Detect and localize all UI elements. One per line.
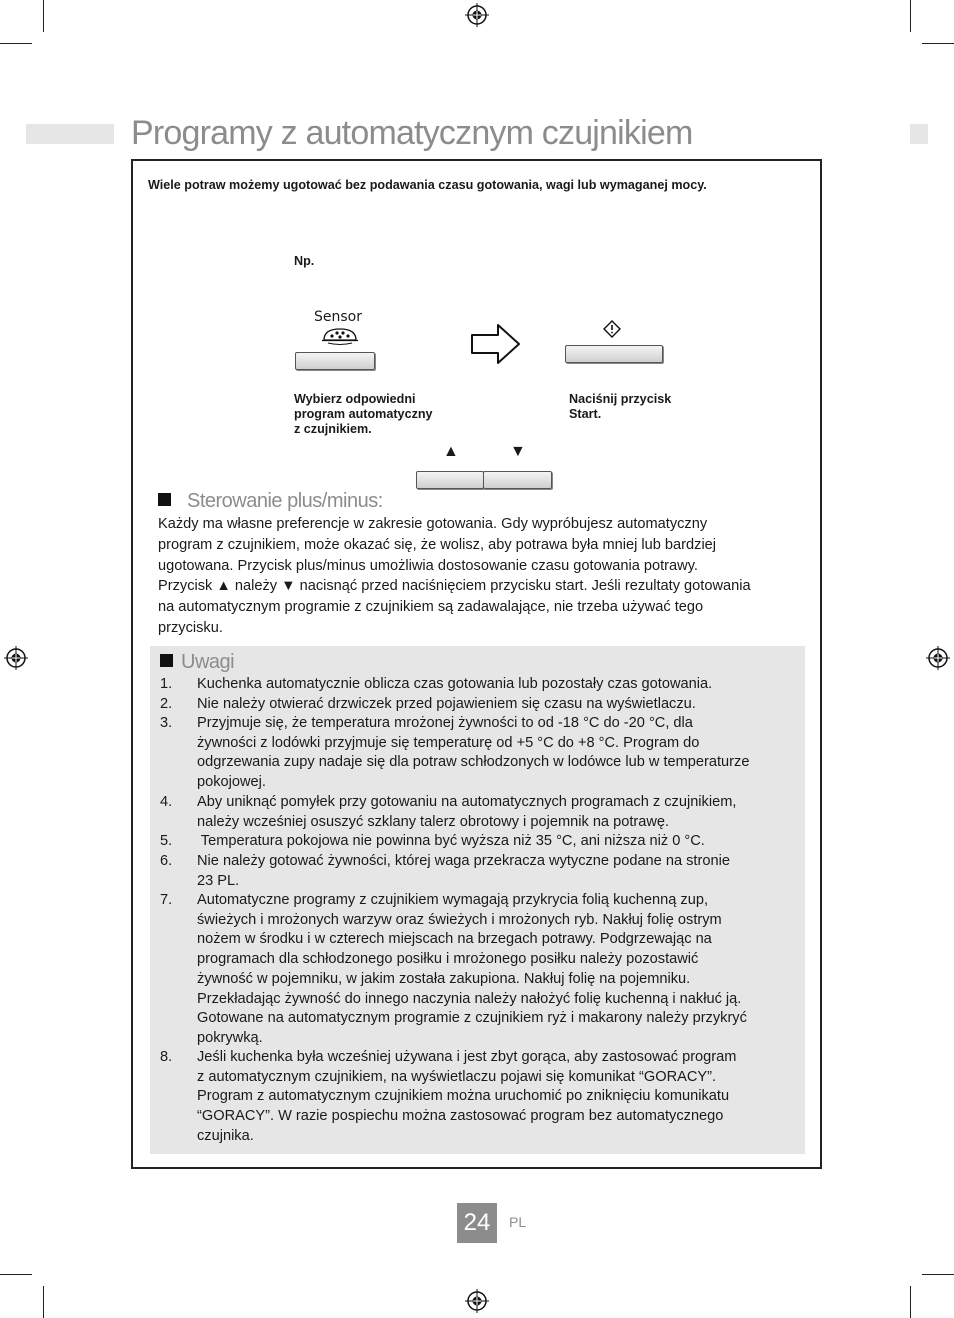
paragraph-line: program z czujnikiem, może okazać się, że wolisz, aby potrawa była mniej lub bardziej	[158, 536, 717, 553]
note-text	[197, 891, 807, 1049]
crop-mark	[0, 1274, 32, 1275]
note-line: czujnika.	[197, 1127, 254, 1144]
note-line: pokrywką.	[197, 1029, 263, 1046]
note-line: nożem w środku i w czterech miejscach na brzegach potrawy. Podgrzewając na	[197, 931, 712, 948]
note-line: Przekładając żywność do innego naczynia należy nałożyć folię kuchenną i nakłuć ją.	[197, 990, 742, 1007]
note-line: Program z automatycznym czujnikiem można uruchomić po zniknięciu komunikatu	[197, 1088, 730, 1105]
example-label: Np.	[294, 254, 315, 268]
note-line: “GORACY”. W razie pospiechu można zastosować program bez automatycznego	[197, 1108, 724, 1125]
step1-caption	[294, 392, 433, 437]
note-line: 23 PL.	[197, 872, 240, 889]
note-line: świeżych i mrożonych warzyw oraz świeżych i mrożonych ryb. Nakłuj folię ostrym	[197, 911, 722, 928]
paragraph-line: na automatycznym programie z czujnikiem są zadawalające, nie trzeba używać tego	[158, 599, 704, 616]
note-number: 5.	[160, 833, 173, 849]
note-line: należy wcześniej osuszyć szklany talerz obrotowy i pojemnik na potrawę.	[197, 813, 670, 830]
note-text	[197, 695, 807, 715]
crop-mark	[922, 1274, 954, 1275]
caption-line: Start.	[569, 407, 602, 421]
note-line: żywność w pojemniku, w jakim została zakupiona. Nakłuj folię na pojemniku.	[197, 970, 691, 987]
note-line: Nie należy gotować żywności, której waga przekracza wytyczne podane na stronie	[197, 853, 730, 869]
caption-line: Wybierz odpowiedni	[294, 392, 416, 406]
caption-line: z czujnikiem.	[294, 422, 372, 436]
crop-mark	[43, 0, 44, 32]
note-text	[197, 852, 807, 891]
note-text	[197, 714, 807, 793]
sensor-label: Sensor	[314, 309, 362, 325]
note-line: żywności z lodówki przyjmuje się temperaturę od +5 °C do +8 °C. Program do	[197, 734, 700, 751]
notes-heading	[160, 651, 234, 674]
note-line: odgrzewania zupy nadaje się dla potraw schłodzonych w lodówce lub w temperaturze	[197, 754, 750, 771]
note-line: Nie należy otwierać drzwiczek przed pojawieniem się czasu na wyświetlaczu.	[197, 696, 696, 712]
registration-mark-icon	[465, 3, 489, 27]
start-diamond-icon	[603, 320, 621, 338]
registration-mark-icon	[926, 646, 950, 670]
notes-heading-text: Uwagi	[181, 651, 235, 673]
bullet-square	[160, 654, 173, 667]
note-line: Temperatura pokojowa nie powinna być wyższa niż 35 °C, ani niższa niż 0 °C.	[197, 833, 705, 849]
note-number: 3.	[160, 715, 173, 731]
note-number: 7.	[160, 892, 173, 908]
covered-dish-icon	[320, 326, 360, 346]
section-heading-text: Sterowanie plus/minus:	[187, 490, 383, 512]
crop-mark	[43, 1286, 44, 1318]
crop-mark	[910, 0, 911, 32]
note-line: Przyjmuje się, że temperatura mrożonej żywności to od -18 °C do -20 °C, dla	[197, 715, 693, 731]
note-line: Gotowane na automatycznym programie z czujnikiem ryż i makarony należy przykryć	[197, 1010, 747, 1027]
crop-mark	[0, 43, 32, 44]
note-line: Aby uniknąć pomyłek przy gotowaniu na automatycznych programach z czujnikiem,	[197, 794, 737, 810]
plus-minus-paragraph	[158, 514, 808, 639]
note-number: 2.	[160, 696, 173, 712]
paragraph-line: ugotowana. Przycisk plus/minus umożliwia dostosowanie czasu gotowania potrawy.	[158, 557, 698, 574]
paragraph-line: Przycisk ▲ należy ▼ nacisnąć przed naciśnięciem przycisku start. Jeśli rezultaty gotowania	[158, 578, 751, 595]
note-line: pokojowej.	[197, 774, 266, 791]
page-language: PL	[509, 1214, 527, 1230]
crop-mark	[922, 43, 954, 44]
page-title: Programy z automatycznym czujnikiem	[131, 114, 693, 152]
right-arrow-icon	[470, 322, 522, 366]
bullet-square	[158, 493, 171, 506]
sensor-program-button[interactable]	[295, 352, 375, 370]
note-line: Jeśli kuchenka była wcześniej używana i jest zbyt gorąca, aby zastosować program	[197, 1049, 737, 1065]
title-bar-decoration	[26, 124, 114, 144]
registration-mark-icon	[4, 646, 28, 670]
start-button[interactable]	[565, 345, 663, 363]
note-line: Automatyczne programy z czujnikiem wymagają przykrycia folią kuchenną zup,	[197, 892, 708, 908]
note-text	[197, 675, 807, 695]
down-arrow-icon: ▼	[510, 443, 526, 460]
paragraph-line: przycisku.	[158, 619, 223, 636]
note-text	[197, 832, 807, 852]
step2-caption	[569, 392, 671, 422]
caption-line: program automatyczny	[294, 407, 433, 421]
registration-mark-icon	[465, 1289, 489, 1313]
title-bar-decoration	[910, 124, 928, 144]
note-number: 6.	[160, 853, 173, 869]
minus-button[interactable]	[483, 471, 552, 489]
note-text	[197, 1048, 807, 1147]
note-number: 8.	[160, 1049, 173, 1065]
plus-button[interactable]	[416, 471, 484, 489]
note-line: Kuchenka automatycznie oblicza czas gotowania lub pozostały czas gotowania.	[197, 676, 713, 692]
paragraph-line: Każdy ma własne preferencje w zakresie gotowania. Gdy wypróbujesz automatyczny	[158, 516, 708, 532]
note-line: z automatycznym czujnikiem, na wyświetlaczu pojawi się komunikat “GORACY”.	[197, 1068, 717, 1085]
note-text	[197, 793, 807, 832]
up-arrow-icon: ▲	[443, 443, 459, 460]
page-number: 24	[457, 1203, 497, 1243]
note-number: 1.	[160, 676, 173, 692]
note-number: 4.	[160, 794, 173, 810]
intro-text: Wiele potraw możemy ugotować bez podawania czasu gotowania, wagi lub wymaganej mocy.	[148, 178, 707, 192]
caption-line: Naciśnij przycisk	[569, 392, 672, 406]
note-line: programach dla schłodzonego posiłku i mrożonego posiłku należy pozostawić	[197, 951, 699, 968]
section-heading-plus-minus	[158, 490, 383, 513]
crop-mark	[910, 1286, 911, 1318]
